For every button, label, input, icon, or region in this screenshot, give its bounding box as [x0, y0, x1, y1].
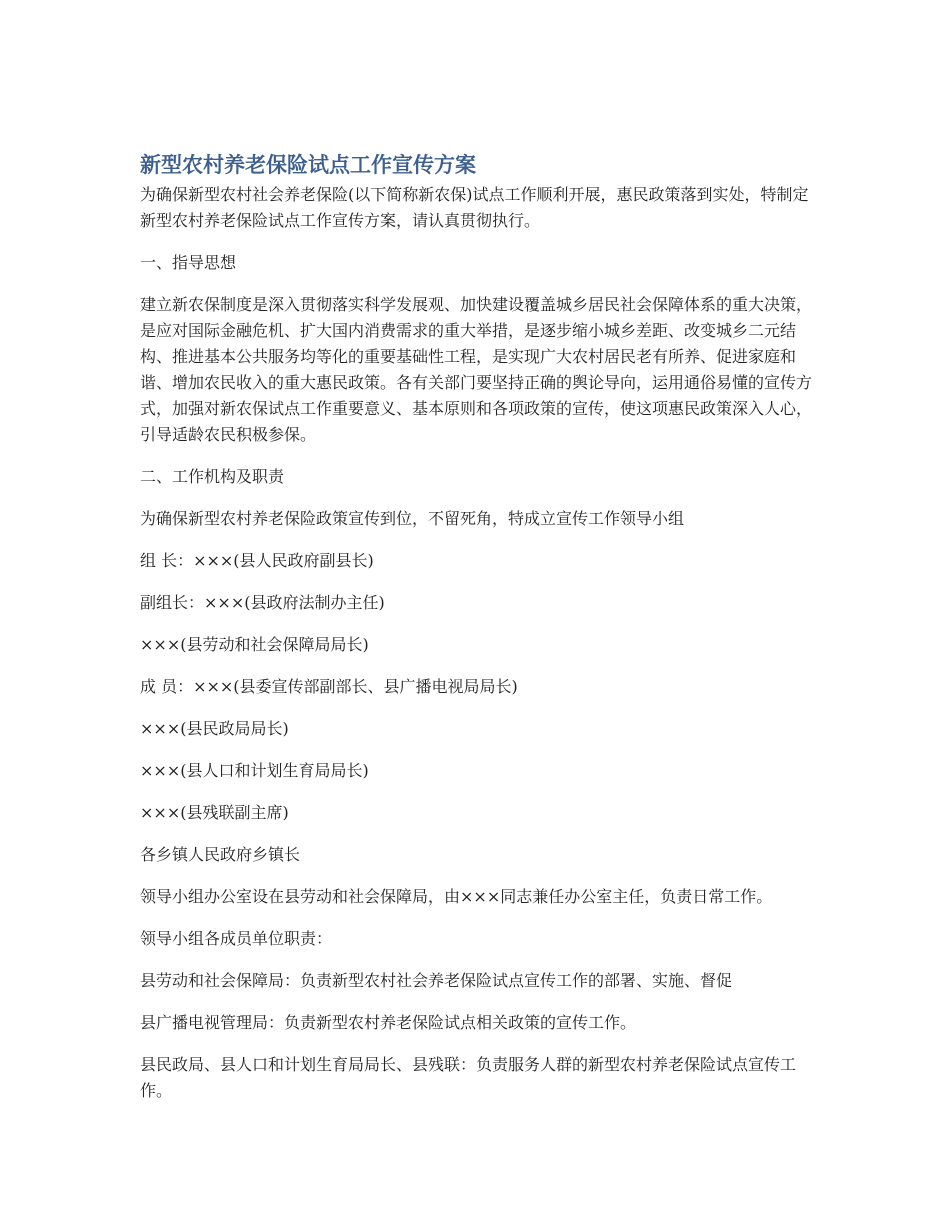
- duty-labor-bureau: 县劳动和社会保障局：负责新型农村社会养老保险试点宣传工作的部署、实施、督促: [140, 971, 733, 990]
- intro-paragraph: 为确保新型农村社会养老保险(以下简称新农保)试点工作顺利开展，惠民政策落到实处，特制定新型农村养老保险试点工作宣传方案，请认真贯彻执行。: [140, 185, 809, 230]
- team-leader-line: 组 长：×××(县人民政府副县长): [140, 551, 374, 570]
- guiding-ideology-paragraph: 建立新农保制度是深入贯彻落实科学发展观、加快建设覆盖城乡居民社会保障体系的重大决策，是应对国际金融危机、扩大国内消费需求的重大举措，是逐步缩小城乡差距、改变城乡二元结构、推进基本公共服务均等化的重要基础性工程，是实现广大农村居民老有所养、促进家庭和谐、增加农民收入的重大惠民政策。各有关部门要坚持正确的舆论导向，运用通俗易懂的宣传方式，加强对新农保试点工作重要意义、基本原则和各项政策的宣传，使这项惠民政策深入人心，引导适龄农民积极参保。: [140, 295, 813, 444]
- duty-broadcast-bureau: 县广播电视管理局：负责新型农村养老保险试点相关政策的宣传工作。: [140, 1013, 637, 1032]
- members-line: 成 员：×××(县委宣传部副部长、县广播电视局局长): [140, 677, 518, 696]
- section-heading-organization: 二、工作机构及职责: [140, 467, 285, 486]
- member-line-civil-affairs: ×××(县民政局局长): [140, 719, 289, 738]
- deputy-leader-line: 副组长：×××(县政府法制办主任): [140, 593, 385, 612]
- member-line-township-heads: 各乡镇人民政府乡镇长: [140, 845, 301, 864]
- duties-heading: 领导小组各成员单位职责：: [140, 929, 333, 948]
- document-page: [140, 150, 812, 1120]
- section-heading-guiding-ideology: 一、指导思想: [140, 253, 237, 272]
- deputy-leader-line-2: ×××(县劳动和社会保障局局长): [140, 635, 369, 654]
- member-line-disabled-federation: ×××(县残联副主席): [140, 803, 289, 822]
- member-line-family-planning: ×××(县人口和计划生育局局长): [140, 761, 369, 780]
- organization-intro: 为确保新型农村养老保险政策宣传到位，不留死角，特成立宣传工作领导小组: [140, 509, 685, 528]
- office-paragraph: 领导小组办公室设在县劳动和社会保障局，由×××同志兼任办公室主任，负责日常工作。: [140, 887, 773, 906]
- document-title: 新型农村养老保险试点工作宣传方案: [140, 153, 476, 177]
- duty-civil-affairs-etc: 县民政局、县人口和计划生育局局长、县残联：负责服务人群的新型农村养老保险试点宣传工作。: [140, 1055, 797, 1100]
